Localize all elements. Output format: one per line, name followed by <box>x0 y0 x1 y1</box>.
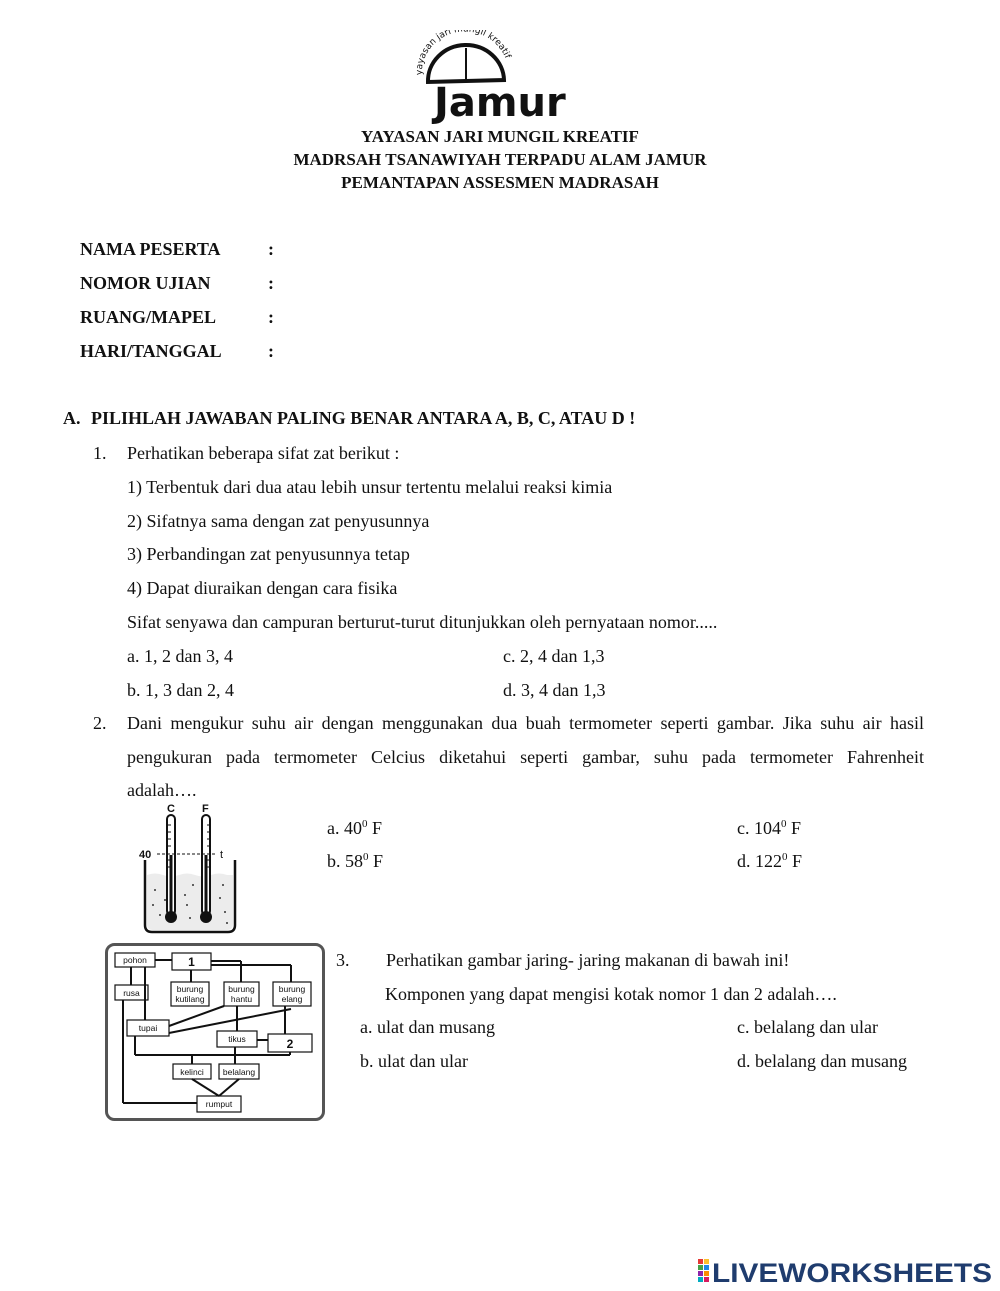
node-hantu-line1: burung <box>228 984 255 994</box>
thermometer-figure <box>135 800 245 935</box>
node-rusa: rusa <box>123 988 140 998</box>
q3-number: 3. <box>336 950 350 970</box>
q3-option-a[interactable]: a. ulat dan musang <box>360 1017 495 1037</box>
q1-number: 1. <box>93 443 107 463</box>
q1-option-a[interactable]: a. 1, 2 dan 3, 4 <box>127 646 233 666</box>
room-subject-field[interactable]: : <box>268 307 274 327</box>
q1-option-b[interactable]: b. 1, 3 dan 2, 4 <box>127 680 234 700</box>
node-kutilang-line2: kutilang <box>175 994 205 1004</box>
section-letter: A. <box>63 408 81 428</box>
node-belalang: belalang <box>222 1067 256 1077</box>
fahrenheit-label: F <box>202 803 209 815</box>
participant-name-field[interactable]: : <box>268 239 274 259</box>
q2-text-line: pengukuran pada termometer Celcius diketahui seperti gambar, suhu pada termometer Fahrenheit <box>127 747 924 767</box>
node-tikus: tikus <box>228 1034 246 1044</box>
day-date-field[interactable]: : <box>268 341 274 361</box>
q3-option-b[interactable]: b. ulat dan ular <box>360 1051 468 1071</box>
reading-mark: t <box>220 849 224 861</box>
header-exam: PEMANTAPAN ASSESMEN MADRASAH <box>341 173 659 192</box>
node-box-2: 2 <box>286 1037 294 1051</box>
q3-question: Komponen yang dapat mengisi kotak nomor 1 dan 2 adalah…. <box>385 984 837 1004</box>
node-rumput: rumput <box>205 1099 233 1109</box>
q3-stem: Perhatikan gambar jaring- jaring makanan di bawah ini! <box>386 950 790 970</box>
q2-option-d[interactable]: d. $122^0$ F <box>737 851 803 871</box>
node-tupai: tupai <box>138 1023 158 1033</box>
celsius-label: C <box>167 803 175 815</box>
brand-wordmark: LIVEWORKSHEETS <box>712 1258 992 1285</box>
food-web-figure <box>105 943 325 1121</box>
node-box-1: 1 <box>188 955 195 969</box>
q1-item: 1) Terbentuk dari dua atau lebih unsur tertentu melalui reaksi kimia <box>127 477 613 497</box>
q1-option-c[interactable]: c. 2, 4 dan 1,3 <box>503 646 605 666</box>
q3-option-d[interactable]: d. belalang dan musang <box>737 1051 907 1071</box>
node-pohon: pohon <box>123 955 147 965</box>
q2-option-a[interactable]: a. $40^0$ F <box>327 818 383 838</box>
header-foundation: YAYASAN JARI MUNGIL KREATIF <box>361 127 639 146</box>
q1-item: 4) Dapat diuraikan dengan cara fisika <box>127 578 398 598</box>
q3-option-c[interactable]: c. belalang dan ular <box>737 1017 878 1037</box>
reading-label: 40 <box>139 849 152 861</box>
exam-number-field[interactable]: : <box>268 273 274 293</box>
q1-option-d[interactable]: d. 3, 4 dan 1,3 <box>503 680 606 700</box>
school-logo <box>410 30 570 125</box>
room-subject-label: RUANG/MAPEL <box>80 307 216 327</box>
q1-item: 3) Perbandingan zat penyusunnya tetap <box>127 544 410 564</box>
q1-item: 2) Sifatnya sama dengan zat penyusunnya <box>127 511 430 531</box>
exam-number-label: NOMOR UJIAN <box>80 273 211 293</box>
q2-option-c[interactable]: c. $104^0$ F <box>737 818 802 838</box>
q2-text-line: adalah…. <box>127 780 197 800</box>
node-elang-line2: elang <box>281 994 303 1004</box>
node-kutilang-line1: burung <box>176 984 204 994</box>
logo-arc-text: yayasan jari gil kreatif <box>414 30 513 76</box>
node-kelinci: kelinci <box>180 1067 204 1077</box>
participant-name-label: NAMA PESERTA <box>80 239 221 259</box>
q2-option-b[interactable]: b. $58^0$ F <box>327 851 384 871</box>
q1-question: Sifat senyawa dan campuran berturut-turut ditunjukkan oleh pernyataan nomor..... <box>127 612 718 632</box>
q2-number: 2. <box>93 713 107 733</box>
q1-stem: Perhatikan beberapa sifat zat berikut : <box>127 443 400 463</box>
section-title: PILIHLAH JAWABAN PALING BENAR ANTARA A, B, C, ATAU D ! <box>91 408 636 428</box>
logo-wordmark: Jamur <box>434 80 566 125</box>
day-date-label: HARI/TANGGAL <box>80 341 222 361</box>
node-hantu-line2: hantu <box>230 994 253 1004</box>
header-school: MADRSAH TSANAWIYAH TERPADU ALAM JAMUR <box>293 150 707 169</box>
liveworksheets-logo[interactable] <box>698 1257 994 1285</box>
node-elang-line1: burung <box>278 984 306 994</box>
q2-text-line: Dani mengukur suhu air dengan menggunakan dua buah termometer seperti gambar. Jika suhu air hasil <box>127 713 924 733</box>
